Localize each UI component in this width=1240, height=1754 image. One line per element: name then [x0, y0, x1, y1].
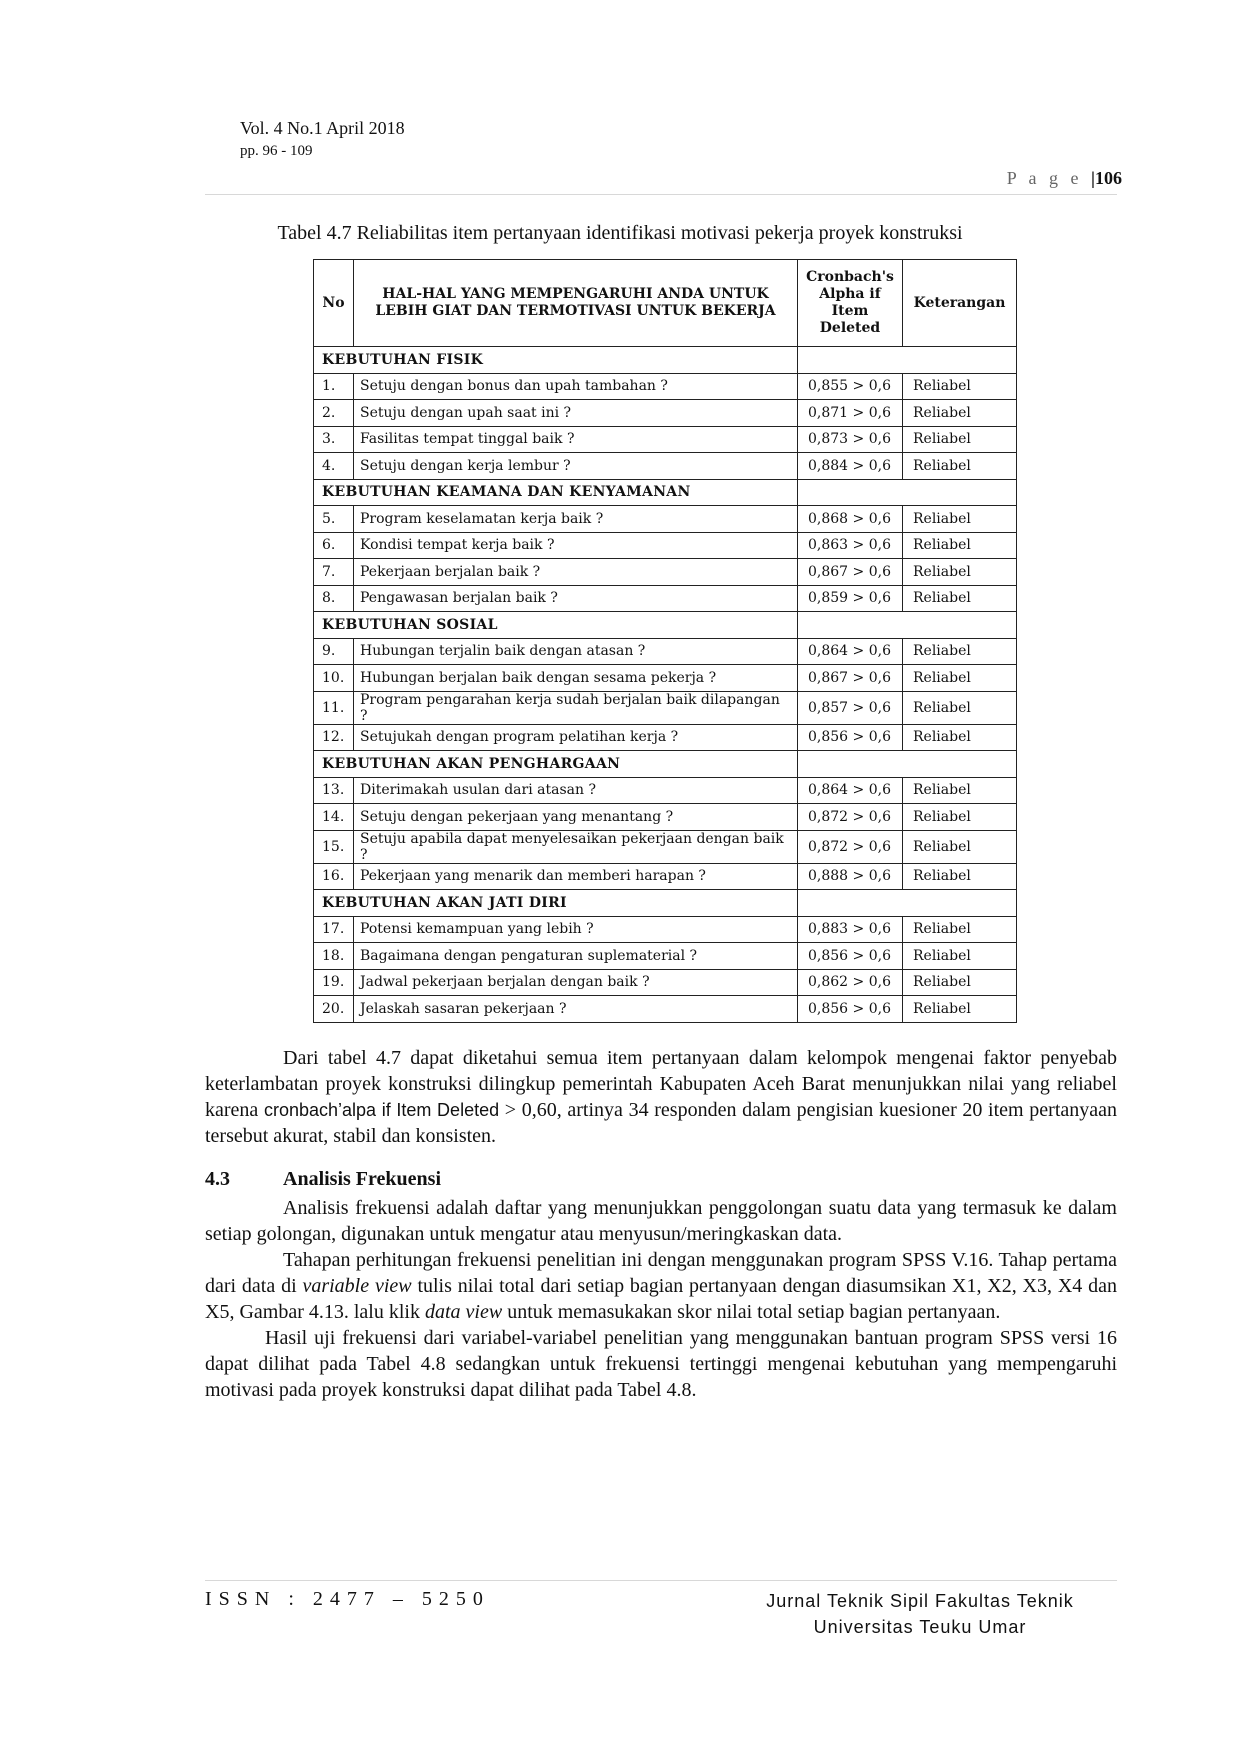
row-number: 3.: [314, 426, 354, 453]
row-keterangan: Reliabel: [903, 863, 1017, 890]
table-body: [314, 347, 1017, 1023]
row-alpha: 0,888 > 0,6: [798, 863, 903, 890]
row-alpha: 0,868 > 0,6: [798, 506, 903, 533]
paragraph3-t2: tulis nilai total dari setiap bagian pertanyaan dengan diasumsikan X1, X2, X3, X4 dan X5, Gambar 4.13. lalu klik: [205, 1275, 1117, 1323]
table-row: [314, 804, 1017, 831]
table-row: [314, 453, 1017, 480]
paragraph3-i2: data view: [424, 1301, 503, 1323]
row-keterangan: Reliabel: [903, 943, 1017, 970]
row-number: 7.: [314, 559, 354, 586]
row-keterangan: Reliabel: [903, 691, 1017, 724]
category-row: [314, 479, 1017, 506]
paragraph-reliability: [205, 1045, 1117, 1149]
row-keterangan: Reliabel: [903, 724, 1017, 751]
row-keterangan: Reliabel: [903, 969, 1017, 996]
page-word: P a g e: [1006, 168, 1083, 188]
page-separator: |: [1091, 168, 1095, 188]
row-number: 5.: [314, 506, 354, 533]
table-row: [314, 969, 1017, 996]
row-item: Pekerjaan yang menarik dan memberi harapan ?: [354, 863, 798, 890]
row-alpha: 0,859 > 0,6: [798, 585, 903, 612]
row-alpha: 0,872 > 0,6: [798, 804, 903, 831]
row-alpha: 0,857 > 0,6: [798, 691, 903, 724]
row-item: Pekerjaan berjalan baik ?: [354, 559, 798, 586]
row-alpha: 0,864 > 0,6: [798, 777, 903, 804]
row-alpha: 0,872 > 0,6: [798, 830, 903, 863]
table-row: [314, 559, 1017, 586]
row-item: Program keselamatan kerja baik ?: [354, 506, 798, 533]
category-empty-cell: [798, 479, 1017, 506]
category-label: KEBUTUHAN AKAN JATI DIRI: [314, 890, 798, 917]
row-item: Pengawasan berjalan baik ?: [354, 585, 798, 612]
row-keterangan: Reliabel: [903, 532, 1017, 559]
row-keterangan: Reliabel: [903, 804, 1017, 831]
header-keterangan: Keterangan: [903, 260, 1017, 347]
row-item: Setuju dengan kerja lembur ?: [354, 453, 798, 480]
row-alpha: 0,884 > 0,6: [798, 453, 903, 480]
row-item: Jelaskah sasaran pekerjaan ?: [354, 996, 798, 1023]
row-number: 4.: [314, 453, 354, 480]
category-label: KEBUTUHAN AKAN PENGHARGAAN: [314, 751, 798, 778]
row-number: 12.: [314, 724, 354, 751]
row-number: 9.: [314, 638, 354, 665]
row-number: 13.: [314, 777, 354, 804]
paragraph-frequency-results: Hasil uji frekuensi dari variabel-variabel penelitian yang menggunakan bantuan program SPSS versi 16 dapat dilihat pada Tabel 4.8 sedangkan untuk frekuensi tertinggi mengenai kebutuhan yang mempengaruhi motivasi pada proyek konstruksi dapat dilihat pada Tabel 4.8.: [205, 1327, 1117, 1401]
row-item: Diterimakah usulan dari atasan ?: [354, 777, 798, 804]
table-header-row: [314, 260, 1017, 347]
row-keterangan: Reliabel: [903, 665, 1017, 692]
paragraph3-i1: variable view: [302, 1275, 412, 1297]
table-row: [314, 373, 1017, 400]
row-number: 17.: [314, 916, 354, 943]
row-alpha: 0,855 > 0,6: [798, 373, 903, 400]
row-number: 18.: [314, 943, 354, 970]
table-row: [314, 532, 1017, 559]
row-alpha: 0,856 > 0,6: [798, 724, 903, 751]
page-range: pp. 96 - 109: [240, 143, 313, 159]
row-item: Setuju apabila dapat menyelesaikan pekerjaan dengan baik ?: [354, 830, 798, 863]
issn: ISSN : 2477 – 5250: [205, 1588, 490, 1610]
category-row: [314, 890, 1017, 917]
category-row: [314, 347, 1017, 374]
row-alpha: 0,856 > 0,6: [798, 996, 903, 1023]
row-alpha: 0,856 > 0,6: [798, 943, 903, 970]
row-keterangan: Reliabel: [903, 585, 1017, 612]
section-body: [205, 1195, 1117, 1403]
row-item: Fasilitas tempat tinggal baik ?: [354, 426, 798, 453]
page-number: 106: [1095, 168, 1122, 188]
paragraph1-before: Dari tabel 4.7 dapat diketahui semua item pertanyaan dalam kelompok mengenai faktor penyebab keterlambatan proyek konstruksi dilingkup pemerintah Kabupaten Aceh Barat menunjukkan nilai yang reliabel karena: [205, 1047, 1117, 1121]
row-keterangan: Reliabel: [903, 996, 1017, 1023]
row-keterangan: Reliabel: [903, 453, 1017, 480]
row-keterangan: Reliabel: [903, 400, 1017, 427]
table-row: [314, 916, 1017, 943]
category-empty-cell: [798, 347, 1017, 374]
volume-info: Vol. 4 No.1 April 2018: [240, 118, 405, 138]
section-number: 4.3: [205, 1168, 230, 1190]
row-number: 19.: [314, 969, 354, 996]
paragraph3-t3: untuk memasukakan skor nilai total setiap bagian pertanyaan.: [502, 1301, 1001, 1323]
row-item: Jadwal pekerjaan berjalan dengan baik ?: [354, 969, 798, 996]
table-row: [314, 724, 1017, 751]
header-no: No: [314, 260, 354, 347]
row-alpha: 0,864 > 0,6: [798, 638, 903, 665]
row-number: 11.: [314, 691, 354, 724]
table-row: [314, 943, 1017, 970]
row-keterangan: Reliabel: [903, 638, 1017, 665]
category-row: [314, 612, 1017, 639]
row-keterangan: Reliabel: [903, 830, 1017, 863]
journal-line-2: Universitas Teuku Umar: [813, 1617, 1027, 1637]
footer-rule: [205, 1580, 1117, 1581]
row-alpha: 0,871 > 0,6: [798, 400, 903, 427]
row-item: Kondisi tempat kerja baik ?: [354, 532, 798, 559]
row-number: 14.: [314, 804, 354, 831]
row-alpha: 0,883 > 0,6: [798, 916, 903, 943]
table-caption: Tabel 4.7 Reliabilitas item pertanyaan identifikasi motivasi pekerja proyek konstruksi: [277, 222, 963, 244]
table-row: [314, 585, 1017, 612]
row-keterangan: Reliabel: [903, 559, 1017, 586]
header-alpha: Cronbach's Alpha if Item Deleted: [798, 260, 903, 347]
table-row: [314, 506, 1017, 533]
row-keterangan: Reliabel: [903, 916, 1017, 943]
row-number: 15.: [314, 830, 354, 863]
row-item: Bagaimana dengan pengaturan suplematerial ?: [354, 943, 798, 970]
table-row: [314, 691, 1017, 724]
row-alpha: 0,863 > 0,6: [798, 532, 903, 559]
row-keterangan: Reliabel: [903, 426, 1017, 453]
table-row: [314, 777, 1017, 804]
row-number: 8.: [314, 585, 354, 612]
row-item: Setuju dengan pekerjaan yang menantang ?: [354, 804, 798, 831]
table-row: [314, 863, 1017, 890]
row-item: Setujukah dengan program pelatihan kerja ?: [354, 724, 798, 751]
row-alpha: 0,867 > 0,6: [798, 665, 903, 692]
header-item: HAL-HAL YANG MEMPENGARUHI ANDA UNTUK LEBIH GIAT DAN TERMOTIVASI UNTUK BEKERJA: [354, 260, 798, 347]
category-row: [314, 751, 1017, 778]
table-row: [314, 830, 1017, 863]
row-number: 10.: [314, 665, 354, 692]
table-row: [314, 638, 1017, 665]
row-item: Setuju dengan bonus dan upah tambahan ?: [354, 373, 798, 400]
table-row: [314, 426, 1017, 453]
row-item: Potensi kemampuan yang lebih ?: [354, 916, 798, 943]
reliability-table: [313, 259, 1017, 1023]
row-item: Hubungan berjalan baik dengan sesama pekerja ?: [354, 665, 798, 692]
row-keterangan: Reliabel: [903, 373, 1017, 400]
row-number: 6.: [314, 532, 354, 559]
category-label: KEBUTUHAN KEAMANA DAN KENYAMANAN: [314, 479, 798, 506]
row-item: Program pengarahan kerja sudah berjalan baik dilapangan ?: [354, 691, 798, 724]
row-keterangan: Reliabel: [903, 777, 1017, 804]
category-empty-cell: [798, 890, 1017, 917]
category-label: KEBUTUHAN FISIK: [314, 347, 798, 374]
row-alpha: 0,862 > 0,6: [798, 969, 903, 996]
section-heading: [205, 1168, 441, 1191]
paragraph-frequency-definition: Analisis frekuensi adalah daftar yang menunjukkan penggolongan suatu data yang termasuk ke dalam setiap golongan, digunakan untuk mengatur atau menyusun/meringkaskan data.: [205, 1197, 1117, 1245]
row-alpha: 0,867 > 0,6: [798, 559, 903, 586]
row-alpha: 0,873 > 0,6: [798, 426, 903, 453]
row-number: 20.: [314, 996, 354, 1023]
paragraph1-term: cronbach’alpa if Item Deleted: [263, 1100, 500, 1120]
table-row: [314, 400, 1017, 427]
row-number: 16.: [314, 863, 354, 890]
row-keterangan: Reliabel: [903, 506, 1017, 533]
paragraph-spss-steps: [205, 1247, 1117, 1325]
row-item: Hubungan terjalin baik dengan atasan ?: [354, 638, 798, 665]
category-empty-cell: [798, 612, 1017, 639]
section-title: Analisis Frekuensi: [283, 1168, 441, 1190]
category-label: KEBUTUHAN SOSIAL: [314, 612, 798, 639]
row-number: 1.: [314, 373, 354, 400]
paragraph1-after: > 0,60, artinya 34 responden dalam pengisian kuesioner 20 item pertanyaan tersebut akurat, stabil dan konsisten.: [205, 1099, 1118, 1147]
paragraph3-t1: Tahapan perhitungan frekuensi penelitian ini dengan menggunakan program SPSS V.16. Tahap pertama dari data di: [205, 1249, 1117, 1297]
header-rule: [205, 194, 1117, 195]
row-item: Setuju dengan upah saat ini ?: [354, 400, 798, 427]
table-row: [314, 665, 1017, 692]
journal-line-1: Jurnal Teknik Sipil Fakultas Teknik: [766, 1591, 1074, 1611]
category-empty-cell: [798, 751, 1017, 778]
page-number-label: [1007, 168, 1122, 189]
row-number: 2.: [314, 400, 354, 427]
table-row: [314, 996, 1017, 1023]
journal-name: [750, 1588, 1090, 1640]
